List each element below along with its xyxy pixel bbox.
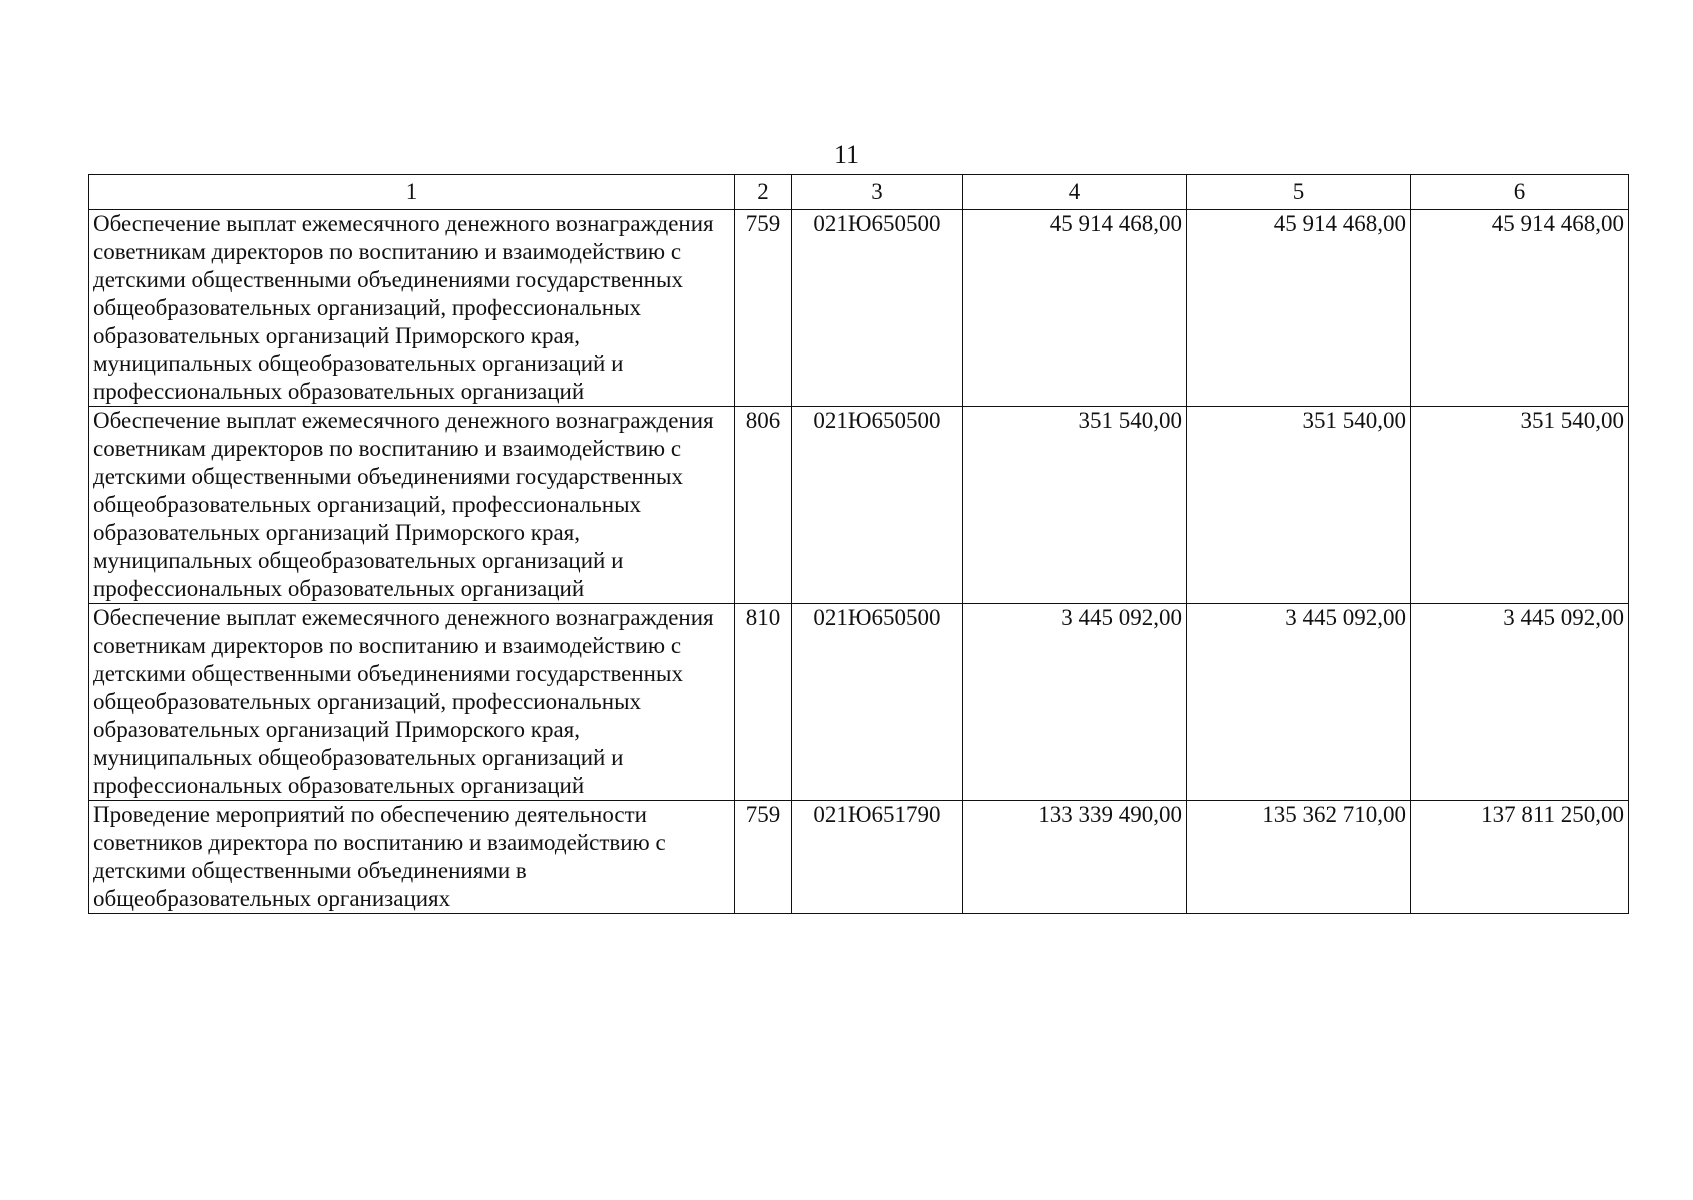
row-csr-code: 021Ю650500: [792, 604, 963, 801]
row-csr-code: 021Ю651790: [792, 801, 963, 914]
table-body: [89, 210, 1629, 914]
row-amount-col5: 3 445 092,00: [1187, 604, 1411, 801]
table-row: [89, 210, 1629, 407]
row-amount-col5: 135 362 710,00: [1187, 801, 1411, 914]
row-description: Обеспечение выплат ежемесячного денежного вознаграждения советникам директоров по воспитанию и взаимодействию с детскими общественными объединениями государственных общеобразовательных организаций, профессиональных образовательных организаций Приморского края, муниципальных общеобразовательных организаций и профессиональных образовательных организаций: [89, 604, 735, 801]
row-amount-col6: 137 811 250,00: [1411, 801, 1629, 914]
row-amount-col4: 3 445 092,00: [963, 604, 1187, 801]
table-row: [89, 604, 1629, 801]
row-grbs-code: 806: [735, 407, 792, 604]
row-amount-col6: 3 445 092,00: [1411, 604, 1629, 801]
column-header-1: 1: [89, 175, 735, 210]
row-grbs-code: 810: [735, 604, 792, 801]
column-header-4: 4: [963, 175, 1187, 210]
column-header-6: 6: [1411, 175, 1629, 210]
table-header: [89, 175, 1629, 210]
table-row: [89, 801, 1629, 914]
budget-table: [88, 174, 1629, 914]
column-header-2: 2: [735, 175, 792, 210]
row-csr-code: 021Ю650500: [792, 407, 963, 604]
row-amount-col5: 351 540,00: [1187, 407, 1411, 604]
row-description: Проведение мероприятий по обеспечению деятельности советников директора по воспитанию и взаимодействию с детскими общественными объединениями в общеобразовательных организациях: [89, 801, 735, 914]
row-amount-col6: 45 914 468,00: [1411, 210, 1629, 407]
row-amount-col4: 45 914 468,00: [963, 210, 1187, 407]
row-grbs-code: 759: [735, 210, 792, 407]
row-amount-col5: 45 914 468,00: [1187, 210, 1411, 407]
row-amount-col4: 351 540,00: [963, 407, 1187, 604]
row-grbs-code: 759: [735, 801, 792, 914]
table-row: [89, 407, 1629, 604]
row-description: Обеспечение выплат ежемесячного денежного вознаграждения советникам директоров по воспитанию и взаимодействию с детскими общественными объединениями государственных общеобразовательных организаций, профессиональных образовательных организаций Приморского края, муниципальных общеобразовательных организаций и профессиональных образовательных организаций: [89, 407, 735, 604]
row-csr-code: 021Ю650500: [792, 210, 963, 407]
row-description: Обеспечение выплат ежемесячного денежного вознаграждения советникам директоров по воспитанию и взаимодействию с детскими общественными объединениями государственных общеобразовательных организаций, профессиональных образовательных организаций Приморского края, муниципальных общеобразовательных организаций и профессиональных образовательных организаций: [89, 210, 735, 407]
page-number: 11: [833, 140, 860, 169]
row-amount-col6: 351 540,00: [1411, 407, 1629, 604]
column-header-3: 3: [792, 175, 963, 210]
header-row: [89, 175, 1629, 210]
column-header-5: 5: [1187, 175, 1411, 210]
row-amount-col4: 133 339 490,00: [963, 801, 1187, 914]
